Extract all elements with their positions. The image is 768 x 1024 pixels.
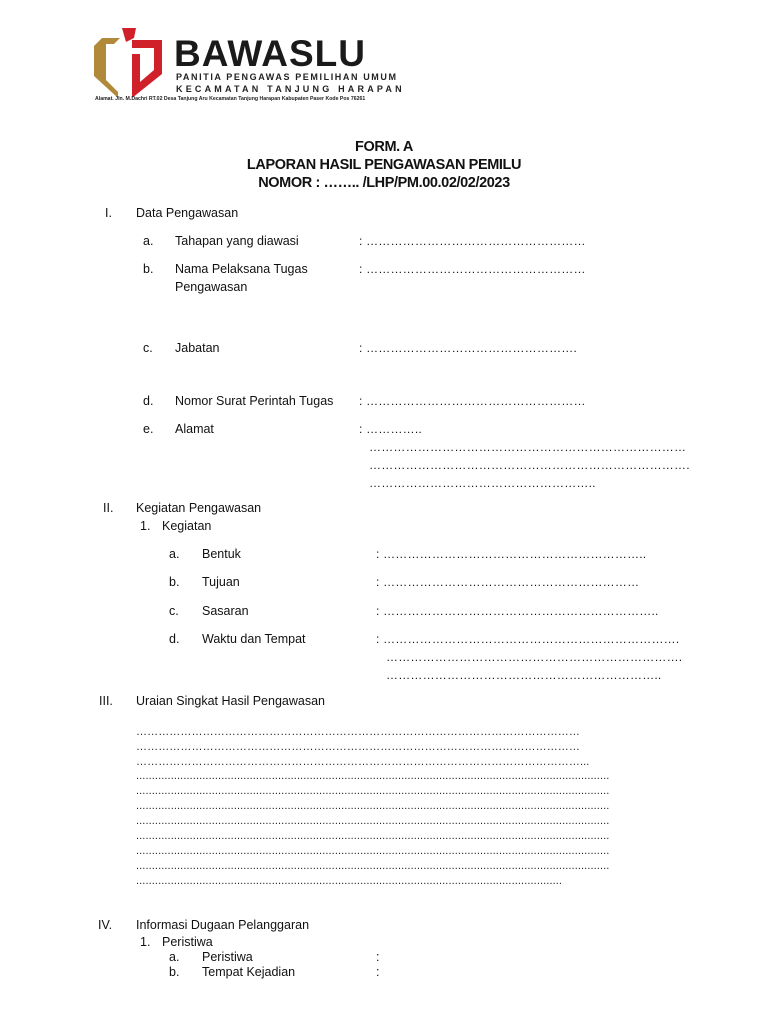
fill-in-field[interactable]: : ………………………………………………………..	[376, 547, 647, 561]
fill-in-field-cont[interactable]: …………………………………………………………..	[386, 668, 662, 682]
org-name: BAWASLU	[174, 33, 366, 74]
item-label: Waktu dan Tempat	[202, 632, 306, 646]
item-letter: a.	[169, 547, 180, 561]
fill-in-field-cont[interactable]: ……………………………………………………………………	[369, 440, 687, 454]
section-numeral: IV.	[98, 918, 113, 932]
writing-line[interactable]: .......................................................................................................................................	[136, 875, 563, 887]
org-subtitle-1: PANITIA PENGAWAS PEMILIHAN UMUM	[176, 72, 398, 82]
section-numeral: I.	[105, 206, 112, 220]
writing-line[interactable]: …………………………………………………………………………………………………………	[136, 741, 580, 753]
writing-line[interactable]: …………………………………………………………………………………………………………...	[136, 756, 590, 768]
item-label: Peristiwa	[202, 950, 253, 964]
fill-in-field[interactable]: : ………………………………………………………	[376, 575, 640, 589]
section-heading: Data Pengawasan	[136, 206, 239, 220]
org-subtitle-2: KECAMATAN TANJUNG HARAPAN	[176, 84, 405, 94]
item-letter: a.	[169, 950, 180, 964]
item-letter: a.	[143, 234, 154, 248]
fill-in-field[interactable]: : …………………………………………….	[359, 341, 578, 355]
fill-in-field[interactable]: : …………………………………………………………..	[376, 604, 659, 618]
writing-line[interactable]: ......................................................................................................................................................	[136, 785, 610, 797]
writing-line[interactable]: ......................................................................................................................................................	[136, 860, 610, 872]
item-label: Bentuk	[202, 547, 241, 561]
item-label: Alamat	[175, 422, 214, 436]
item-letter: d.	[169, 632, 180, 646]
item-letter: b.	[143, 262, 154, 276]
fill-in-field[interactable]: : ………………………………………………	[359, 234, 586, 248]
section-heading: Informasi Dugaan Pelanggaran	[136, 918, 310, 932]
item-label: Tempat Kejadian	[202, 965, 296, 979]
writing-line[interactable]: …………………………………………………………………………………………………………	[136, 726, 580, 738]
form-title: FORM. A	[355, 139, 413, 155]
item-label: Sasaran	[202, 604, 249, 618]
writing-line[interactable]: ......................................................................................................................................................	[136, 815, 610, 827]
item-letter: e.	[143, 422, 154, 436]
item-label: Nama Pelaksana Tugas	[175, 262, 308, 276]
sub-number: 1.	[140, 519, 151, 533]
item-letter: d.	[143, 394, 154, 408]
sub-heading: Peristiwa	[162, 935, 213, 949]
bawaslu-logo-icon	[92, 28, 164, 98]
fill-in-field[interactable]: :	[376, 965, 380, 979]
report-number: NOMOR : …….. /LHP/PM.00.02/02/2023	[258, 175, 510, 191]
section-heading: Kegiatan Pengawasan	[136, 501, 262, 515]
item-label: Tujuan	[202, 575, 240, 589]
writing-line[interactable]: ......................................................................................................................................................	[136, 770, 610, 782]
fill-in-field[interactable]: : …………..	[359, 422, 422, 436]
fill-in-field[interactable]: : ………………………………………………	[359, 262, 586, 276]
fill-in-field-cont[interactable]: ………………………………………………..	[369, 476, 596, 490]
fill-in-field-cont[interactable]: ……………………………………………………………….	[386, 650, 683, 664]
writing-line[interactable]: ......................................................................................................................................................	[136, 845, 610, 857]
sub-heading: Kegiatan	[162, 519, 212, 533]
item-letter: c.	[169, 604, 179, 618]
org-address: Alamat. Jln. M.Dachri RT.02 Desa Tanjung Aru Kecamatan Tanjung Harapan Kabupaten Paser Kode Pos 76261	[95, 96, 366, 102]
item-label: Tahapan yang diawasi	[175, 234, 299, 248]
section-heading: Uraian Singkat Hasil Pengawasan	[136, 694, 325, 708]
sub-number: 1.	[140, 935, 151, 949]
section-numeral: III.	[99, 694, 113, 708]
fill-in-field[interactable]: : ………………………………………………	[359, 394, 586, 408]
report-title: LAPORAN HASIL PENGAWASAN PEMILU	[246, 157, 522, 173]
item-letter: b.	[169, 965, 180, 979]
item-label-cont: Pengawasan	[175, 280, 248, 294]
item-letter: c.	[143, 341, 153, 355]
section-numeral: II.	[103, 501, 114, 515]
fill-in-field-cont[interactable]: …………………………………………………………………….	[369, 458, 690, 472]
fill-in-field[interactable]: :	[376, 950, 380, 964]
writing-line[interactable]: ......................................................................................................................................................	[136, 830, 610, 842]
fill-in-field[interactable]: : ……………………………………………………………….	[376, 632, 680, 646]
item-letter: b.	[169, 575, 180, 589]
item-label: Jabatan	[175, 341, 220, 355]
item-label: Nomor Surat Perintah Tugas	[175, 394, 334, 408]
writing-line[interactable]: ......................................................................................................................................................	[136, 800, 610, 812]
